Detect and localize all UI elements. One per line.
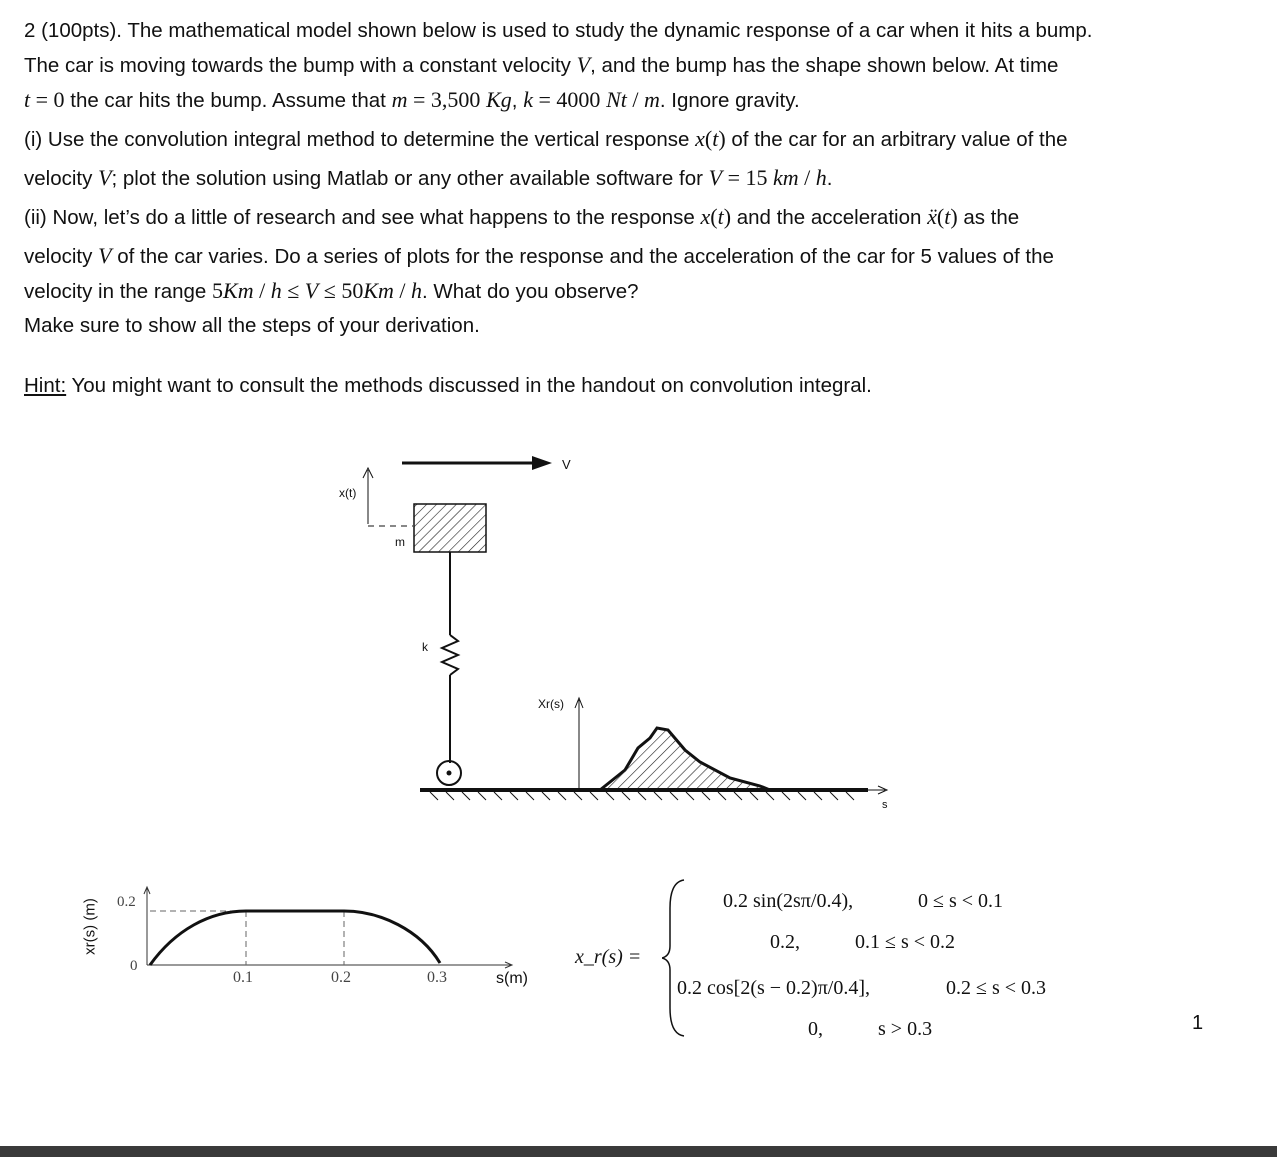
profile-xtick-0.1: 0.1 [233,969,253,986]
part-ii-line-1: (ii) Now, let’s do a little of research and see what happens to the response x(t) and the acceleration ẍ(t) as the [24,204,1020,229]
case4-expression: 0, [808,1018,823,1040]
bottom-bar [0,1146,1277,1157]
bump-hatch [595,720,775,792]
profile-curve [150,911,440,965]
s-label: s [882,799,888,811]
profile-y-arrowhead [144,887,150,894]
steps-line: Make sure to show all the steps of your derivation. [24,314,480,337]
wheel [437,761,461,785]
hint-text: You might want to consult the methods discussed in the handout on convolution integral. [66,374,872,397]
profile-ytick-0: 0 [130,958,138,974]
profile-x-arrowhead [505,962,512,968]
page-number: 1 [1192,1012,1204,1034]
problem-statement [24,14,1206,343]
profile-xtick-0.3: 0.3 [427,969,447,986]
profile-ytick-0.2: 0.2 [117,894,136,910]
part-i-line-2: velocity V; plot the solution using Matlab or any other available software for V = 15 km / h. [24,165,833,190]
case1-condition: 0 ≤ s < 0.1 [918,890,1004,912]
xr-label: Xr(s) [538,697,564,711]
problem-line-1: 2 (100pts). The mathematical model shown below is used to study the dynamic response of a car when it hits a bump. [24,19,1093,42]
part-i-line-1: (i) Use the convolution integral method to determine the vertical response x(t) of the car for an arbitrary value of the [24,126,1068,151]
hint-label: Hint: [24,374,67,397]
case2-expression: 0.2, [770,931,800,953]
mass-block [414,504,486,552]
ground-hatch [430,792,854,800]
equation-lhs: x_r(s) = [575,946,642,968]
mass-label: m [395,535,405,549]
hint [24,374,872,398]
case3-expression: 0.2 cos[2(s − 0.2)π/0.4], [677,977,871,999]
problem-line-2: The car is moving towards the bump with a constant velocity V, and the bump has the shape shown below. At time [24,52,1059,77]
equation-brace [662,878,692,1038]
velocity-label: V [562,457,571,472]
profile-xlabel: s(m) [496,970,528,987]
case1-expression: 0.2 sin(2sπ/0.4), [723,890,854,912]
spring [442,635,458,675]
part-ii-line-3: velocity in the range 5Km / h ≤ V ≤ 50Km / h. What do you observe? [24,278,639,303]
x-label: x(t) [339,486,357,500]
profile-ylabel: xr(s) (m) [81,898,99,955]
profile-xtick-0.2: 0.2 [331,969,351,986]
case2-condition: 0.1 ≤ s < 0.2 [855,931,956,953]
s-axis-arrowhead [878,786,887,794]
xr-axis-arrowhead [575,698,583,708]
case4-condition: s > 0.3 [878,1018,933,1040]
spring-label: k [422,640,428,654]
velocity-arrowhead [532,456,552,470]
bump [600,728,770,790]
wheel-hub [447,771,452,776]
case3-condition: 0.2 ≤ s < 0.3 [946,977,1047,999]
problem-line-3: t = 0 the car hits the bump. Assume that m = 3,500 Kg, k = 4000 Nt / m. Ignore gravity. [24,87,800,112]
x-arrowhead [363,468,373,478]
part-ii-line-2: velocity V of the car varies. Do a series of plots for the response and the acceleration of the car for 5 values of the [24,243,1054,268]
